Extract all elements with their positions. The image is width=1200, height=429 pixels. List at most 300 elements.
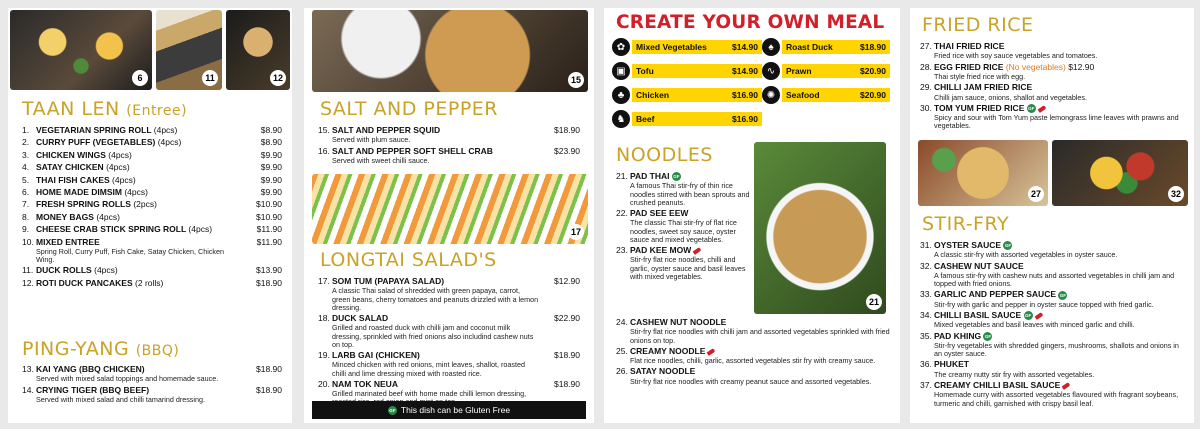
menu-list-fried-rice	[920, 40, 1188, 131]
item-number: 24.	[616, 317, 628, 327]
item-body	[934, 288, 1188, 309]
menu-item	[920, 260, 1188, 289]
gluten-free-text: This dish can be Gluten Free	[400, 405, 511, 415]
item-description: Spicy and sour with Tom Yum paste lemongrass lime leaves with prawns and vegetables.	[934, 113, 1179, 131]
item-name: EGG FRIED RICE (No vegetables) $12.90	[934, 61, 1095, 72]
item-price: $10.90	[256, 199, 282, 210]
item-price: $12.90	[554, 276, 580, 286]
item-body	[36, 149, 242, 161]
item-number: 8.	[22, 211, 30, 222]
item-description: A classic stir-fry with assorted vegetables in oyster sauce.	[934, 250, 1118, 260]
item-number: 19.	[318, 350, 330, 361]
menu-item	[920, 358, 1188, 379]
item-body	[36, 264, 242, 276]
title-text: CREATE YOUR OWN MEAL	[616, 12, 885, 33]
section-title-stir-fry	[922, 213, 1009, 235]
meal-option	[612, 110, 762, 128]
item-description: Chilli jam sauce, onions, shallot and vegetables.	[934, 92, 1088, 102]
menu-item	[318, 349, 580, 378]
photo-number: 15	[568, 72, 584, 88]
item-quantity: (4pcs)	[96, 211, 120, 222]
item-body	[630, 170, 752, 207]
item-number: 32.	[920, 260, 932, 271]
item-body	[630, 345, 892, 366]
item-price: $9.90	[260, 149, 282, 160]
food-photo-32	[1052, 140, 1188, 206]
item-price: $9.90	[260, 162, 282, 173]
item-price: $18.90	[256, 364, 282, 374]
item-name: CASHEW NUT SAUCE	[934, 260, 1024, 271]
item-number: 29.	[920, 82, 932, 93]
meal-option-price: $14.90	[732, 66, 758, 76]
item-name: VEGETARIAN SPRING ROLL (4pcs)	[36, 125, 178, 135]
item-description: Minced chicken with red onions, mint leaves, shallot, roasted chilli and lime dressing mixed with roasted rice.	[332, 360, 525, 378]
meal-option-bar	[782, 64, 890, 78]
item-name: CREAMY NOODLE	[630, 346, 715, 356]
meal-option-label: Prawn	[786, 66, 812, 76]
item-name: PHUKET	[934, 359, 969, 370]
item-description: Mixed vegetables and basil leaves with minced garlic and chilli.	[934, 320, 1135, 330]
item-name: PAD KHING GF	[934, 330, 992, 341]
item-body	[934, 61, 1188, 82]
menu-item	[616, 345, 892, 366]
food-photo-17	[312, 174, 588, 244]
item-description: Stir-fry vegetables with shredded gingers, mushrooms, shallots and onions in an oyster sauce.	[934, 341, 1179, 359]
item-number: 27.	[920, 41, 932, 51]
title-text: PING-YANG	[22, 338, 130, 360]
item-price: $11.90	[256, 236, 282, 247]
panel-salt-pepper-salads	[304, 8, 594, 423]
subtitle-text: (BBQ)	[135, 343, 180, 359]
item-price: $23.90	[554, 145, 580, 156]
meal-option	[612, 38, 762, 56]
menu-item	[318, 275, 580, 312]
photo-number: 27	[1028, 186, 1044, 202]
item-body	[630, 244, 752, 281]
gluten-free-icon: GF	[1024, 313, 1032, 319]
item-description: A famous Thai stir-fry of thin rice noodles stirred with bean sprouts and crushed peanuts.	[630, 181, 750, 207]
item-description: Served with plum sauce.	[332, 135, 411, 145]
item-name: CHICKEN WINGS (4pcs)	[36, 149, 132, 160]
section-title-fried-rice	[922, 14, 1034, 36]
item-body	[36, 223, 242, 235]
item-body	[36, 198, 242, 210]
item-price: $11.90	[256, 224, 282, 235]
meal-option-price: $16.90	[732, 114, 758, 124]
item-number: 10.	[22, 236, 34, 247]
item-price: $12.90	[1068, 61, 1095, 72]
item-description: Grilled marinated beef with home made chilli lemon dressing,	[332, 389, 527, 399]
item-description: Served with mixed salad and chilli tamarind dressing.	[36, 395, 205, 405]
item-body	[934, 309, 1188, 330]
vegetables-icon: ✿	[612, 38, 630, 56]
photo-number: 11	[202, 70, 218, 86]
panel-create-meal-noodles	[604, 8, 900, 423]
menu-item	[920, 288, 1188, 309]
item-name: HOME MADE DIMSIM (4pcs)	[36, 187, 148, 198]
title-text: NOODLES	[616, 144, 713, 166]
item-quantity: (4pcs)	[94, 265, 118, 276]
meal-option	[612, 86, 762, 104]
menu-item	[22, 186, 282, 198]
menu-item	[920, 330, 1188, 359]
tofu-icon: ▣	[612, 62, 630, 80]
item-description: Grilled and roasted duck with chilli jam and coconut milk dressing, sprinkled with fried onions also includind cashew nuts on top.	[332, 323, 534, 349]
item-body	[36, 161, 242, 173]
item-name: FRESH SPRING ROLLS (2pcs)	[36, 199, 157, 210]
meal-option-bar	[782, 40, 890, 54]
item-name: SATAY CHICKEN (4pcs)	[36, 162, 130, 173]
item-number: 4.	[22, 162, 30, 173]
item-price: $18.90	[554, 350, 580, 361]
food-photo-12	[226, 10, 290, 90]
menu-item	[318, 124, 580, 145]
item-body	[36, 211, 242, 223]
item-body	[36, 277, 242, 289]
item-description: Flat rice noodles, chilli, garlic, assorted vegetables stir fry with creamy sauce.	[630, 356, 876, 366]
item-body	[934, 330, 1188, 359]
panel-fried-rice-stir-fry	[910, 8, 1194, 423]
item-body	[36, 236, 242, 265]
menu-item	[920, 309, 1188, 330]
menu-item	[318, 312, 580, 349]
gluten-free-icon: GF	[1059, 292, 1067, 298]
menu-list-stir-fry	[920, 239, 1188, 408]
section-title-noodles	[616, 144, 713, 166]
item-name: PAD THAI GF	[630, 171, 680, 181]
item-name: SOM TUM (PAPAYA SALAD)	[332, 276, 445, 286]
meal-option-bar	[632, 40, 762, 54]
item-number: 3.	[22, 149, 30, 160]
item-number: 21.	[616, 171, 628, 181]
menu-item	[22, 384, 282, 405]
item-number: 6.	[22, 187, 30, 198]
item-name: CHILLI BASIL SAUCE GF	[934, 310, 1043, 320]
photo-number: 17	[568, 224, 584, 240]
item-description: The creamy nutty stir fry with assorted vegetables.	[934, 369, 1095, 379]
item-price: $18.90	[256, 277, 282, 288]
item-body	[332, 349, 540, 378]
item-number: 30.	[920, 102, 932, 113]
menu-item	[616, 207, 752, 244]
item-number: 5.	[22, 174, 30, 185]
photo-number: 32	[1168, 186, 1184, 202]
menu-item	[616, 170, 752, 207]
meal-option	[762, 86, 890, 104]
item-quantity: (4pcs)	[124, 187, 148, 198]
item-body	[36, 136, 242, 148]
meal-option-bar	[782, 88, 890, 102]
section-title-taan-len	[22, 98, 187, 120]
item-name: MONEY BAGS (4pcs)	[36, 211, 120, 222]
item-description: Served with mixed salad toppings and homemade sauce.	[36, 374, 219, 384]
meal-option-label: Beef	[636, 114, 655, 124]
meal-option-price: $14.90	[732, 42, 758, 52]
meal-option-label: Roast Duck	[786, 42, 833, 52]
item-body	[630, 207, 752, 244]
item-body	[332, 124, 540, 145]
item-number: 13.	[22, 364, 34, 374]
chicken-icon: ♣	[612, 86, 630, 104]
panel-entree-bbq	[8, 8, 292, 423]
item-name: DUCK SALAD	[332, 313, 389, 324]
item-description: Spring Roll, Curry Puff, Fish Cake, Satay Chicken, Chicken Wing.	[36, 247, 225, 265]
item-body	[934, 239, 1188, 260]
item-name: CREAMY CHILLI BASIL SAUCE	[934, 380, 1070, 390]
menu-list-noodles-cont	[616, 316, 892, 386]
menu-item	[22, 236, 282, 265]
meal-option-bar	[632, 88, 762, 102]
item-name: CHEESE CRAB STICK SPRING ROLL (4pcs)	[36, 224, 213, 235]
chilli-icon	[707, 348, 716, 356]
item-price: $8.90	[260, 137, 282, 148]
item-body	[36, 186, 242, 198]
menu-list-taan-len	[22, 124, 282, 289]
meal-option-price: $20.90	[860, 90, 886, 100]
item-price: $22.90	[554, 313, 580, 324]
item-quantity: (2 rolls)	[135, 277, 164, 288]
gluten-free-icon: GF	[984, 333, 992, 339]
item-description: Homemade curry with assorted vegetables flavoured with fragrant soybeans, turmeric and chilli, garnished with crispy basil leaf.	[934, 390, 1179, 408]
item-body	[630, 316, 892, 345]
item-number: 33.	[920, 289, 932, 300]
menu-item	[920, 81, 1188, 102]
menu-item	[22, 277, 282, 289]
menu-item	[22, 161, 282, 173]
item-quantity: (4pcs)	[153, 125, 178, 135]
item-number: 2.	[22, 137, 30, 148]
menu-item	[22, 264, 282, 276]
item-name: LARB GAI (CHICKEN)	[332, 350, 420, 361]
item-body	[36, 174, 242, 186]
meal-option-label: Mixed Vegetables	[636, 42, 707, 52]
item-number: 26.	[616, 366, 628, 377]
item-description: Served with sweet chilli sauce.	[332, 156, 430, 166]
item-name: THAI FRIED RICE	[934, 41, 1005, 51]
item-number: 35.	[920, 330, 932, 341]
item-price: $13.90	[256, 265, 282, 276]
item-name: ROTI DUCK PANCAKES (2 rolls)	[36, 277, 164, 288]
item-description: The classic Thai stir-fry of flat rice noodles, sweet soy sauce, oyster sauce and mixed vegetables.	[630, 218, 737, 244]
menu-item	[22, 211, 282, 223]
menu-item	[318, 145, 580, 166]
item-name: GARLIC AND PEPPER SAUCE GF	[934, 289, 1067, 300]
item-number: 34.	[920, 310, 932, 321]
menu-item	[616, 316, 892, 345]
item-number: 20.	[318, 378, 330, 389]
menu-item	[22, 363, 282, 384]
item-name: MIXED ENTREE	[36, 236, 100, 247]
item-description: Stir-fry flat rice noodles with chilli jam and assorted vegetables sprinkled with fried onions on top.	[630, 327, 890, 345]
menu-item	[920, 102, 1188, 131]
item-quantity: (4pcs)	[112, 174, 136, 185]
item-number: 22.	[616, 208, 628, 219]
chilli-icon	[1037, 105, 1046, 113]
item-body	[934, 358, 1188, 379]
menu-item	[920, 239, 1188, 260]
gluten-free-icon: GF	[1004, 243, 1012, 249]
title-text: FRIED RICE	[922, 14, 1034, 36]
meal-option	[762, 62, 890, 80]
create-meal-options	[612, 38, 892, 133]
item-body	[630, 365, 892, 386]
title-text: STIR-FRY	[922, 213, 1010, 235]
meal-option-bar	[632, 64, 762, 78]
item-price: $18.90	[256, 384, 282, 395]
photo-number: 21	[866, 294, 882, 310]
meal-option-bar	[632, 112, 762, 126]
duck-icon: ♠	[762, 38, 780, 56]
item-body	[36, 363, 242, 384]
menu-item	[22, 124, 282, 136]
item-number: 12.	[22, 277, 34, 288]
menu-item	[22, 136, 282, 148]
food-photo-6	[10, 10, 152, 90]
item-price: $9.90	[260, 187, 282, 198]
item-name: SALT AND PEPPER SOFT SHELL CRAB	[332, 145, 493, 156]
item-body	[934, 81, 1188, 102]
item-price: $10.90	[256, 211, 282, 222]
photo-number: 12	[270, 70, 286, 86]
gluten-free-banner	[312, 401, 586, 419]
meal-option-label: Tofu	[636, 66, 654, 76]
menu-item	[22, 223, 282, 235]
chilli-icon	[1062, 382, 1071, 390]
menu-item	[22, 198, 282, 210]
menu-item	[920, 40, 1188, 61]
item-name: OYSTER SAUCE GF	[934, 240, 1012, 250]
item-number: 25.	[616, 345, 628, 356]
photo-number: 6	[132, 70, 148, 86]
item-note: (No vegetables)	[1005, 61, 1066, 72]
item-quantity: (4pcs)	[108, 149, 132, 160]
item-name: CASHEW NUT NOODLE	[630, 317, 727, 327]
item-body	[36, 124, 242, 136]
item-name: THAI FISH CAKES (4pcs)	[36, 174, 136, 185]
menu-item	[616, 365, 892, 386]
item-name: PAD KEE MOW	[630, 245, 701, 255]
meal-option-price: $18.90	[860, 42, 886, 52]
menu-list-ping-yang	[22, 363, 282, 404]
prawn-icon: ∿	[762, 62, 780, 80]
item-price: $8.90	[260, 125, 282, 135]
item-name: CHILLI JAM FRIED RICE	[934, 82, 1033, 93]
item-number: 37.	[920, 380, 932, 391]
item-body	[332, 312, 540, 349]
item-number: 28.	[920, 61, 932, 72]
menu-list-salt-pepper	[318, 124, 580, 165]
seafood-icon: ✺	[762, 86, 780, 104]
menu-item	[920, 379, 1188, 408]
item-body	[332, 275, 540, 312]
item-number: 18.	[318, 313, 330, 324]
item-number: 16.	[318, 145, 330, 156]
food-photo-21	[754, 142, 886, 314]
item-name: PAD SEE EEW	[630, 208, 689, 219]
item-body	[934, 102, 1188, 131]
menu-item	[616, 244, 752, 281]
item-quantity: (2pcs)	[133, 199, 157, 210]
section-title-salt-pepper	[320, 98, 498, 120]
item-number: 36.	[920, 359, 932, 370]
gluten-free-icon: GF	[389, 407, 396, 413]
meal-option-price: $20.90	[860, 66, 886, 76]
item-quantity: (4pcs)	[188, 224, 213, 235]
title-text: LONGTAI SALAD'S	[320, 249, 497, 271]
item-body	[934, 260, 1188, 289]
beef-icon: ♞	[612, 110, 630, 128]
menu-item	[22, 174, 282, 186]
title-text: TAAN LEN	[22, 98, 120, 120]
item-description: A classic Thai salad of shredded with green papaya, carrot, green beans, cherry tomatoes and peanuts drizzled with a lemon dressing.	[332, 286, 539, 312]
item-quantity: (4pcs)	[106, 162, 130, 173]
section-title-create-meal	[616, 12, 884, 33]
item-body	[934, 40, 1188, 61]
meal-option	[612, 62, 762, 80]
meal-option	[762, 38, 890, 56]
item-name: DUCK ROLLS (4pcs)	[36, 265, 118, 276]
item-number: 23.	[616, 245, 628, 256]
item-body	[332, 145, 540, 166]
food-photo-15	[312, 10, 588, 92]
food-photo-11	[156, 10, 222, 90]
item-description: Stir-fry flat rice noodles, chilli and garlic, oyster sauce and basil leaves with mixed vegetables.	[630, 255, 746, 281]
subtitle-text: (Entree)	[126, 103, 188, 119]
item-description: Stir-fry with garlic and pepper in oyster sauce topped with fried garlic.	[934, 299, 1154, 309]
meal-option-label: Seafood	[786, 90, 820, 100]
item-number: 1.	[22, 125, 30, 135]
item-name: TOM YUM FRIED RICE GF	[934, 103, 1046, 113]
item-body	[934, 379, 1188, 408]
section-title-ping-yang	[22, 338, 179, 360]
item-price: $18.90	[554, 378, 580, 389]
item-name: SALT AND PEPPER SQUID	[332, 125, 441, 135]
section-title-longtai	[320, 249, 497, 271]
item-body	[36, 384, 242, 405]
item-number: 9.	[22, 224, 30, 235]
item-description: Thai style fried rice with egg.	[934, 72, 1026, 82]
title-text: SALT AND PEPPER	[320, 98, 498, 120]
item-description: Stir-fry flat rice noodles with creamy peanut sauce and assorted vegetables.	[630, 376, 872, 386]
item-name: CURRY PUFF (VEGETABLES) (4pcs)	[36, 137, 182, 148]
item-name: SATAY NOODLE	[630, 366, 696, 377]
item-name: KAI YANG (BBQ CHICKEN)	[36, 364, 145, 374]
gluten-free-icon: GF	[673, 174, 680, 180]
menu-item	[22, 149, 282, 161]
item-number: 11.	[22, 265, 34, 276]
item-description: Fried rice with soy sauce vegetables and tomatoes.	[934, 51, 1098, 61]
menu-list-noodles	[616, 170, 752, 281]
item-number: 15.	[318, 125, 330, 135]
item-quantity: (4pcs)	[157, 137, 182, 148]
item-number: 31.	[920, 240, 932, 250]
item-price: $18.90	[554, 125, 580, 135]
item-number: 14.	[22, 384, 34, 395]
item-number: 7.	[22, 199, 30, 210]
meal-option-label: Chicken	[636, 90, 670, 100]
item-price: $9.90	[260, 174, 282, 185]
menu-list-longtai	[318, 275, 580, 407]
menu-item	[920, 61, 1188, 82]
food-photo-27	[918, 140, 1048, 206]
meal-option-price: $16.90	[732, 90, 758, 100]
item-description: A famous stir-fry with cashew nuts and assorted vegetables in chilli jam and topped with fried onions.	[934, 271, 1175, 289]
chilli-icon	[1034, 312, 1043, 320]
gluten-free-icon: GF	[1028, 106, 1035, 112]
chilli-icon	[693, 247, 702, 255]
item-name: NAM TOK NEUA	[332, 378, 398, 389]
item-number: 17.	[318, 276, 330, 286]
